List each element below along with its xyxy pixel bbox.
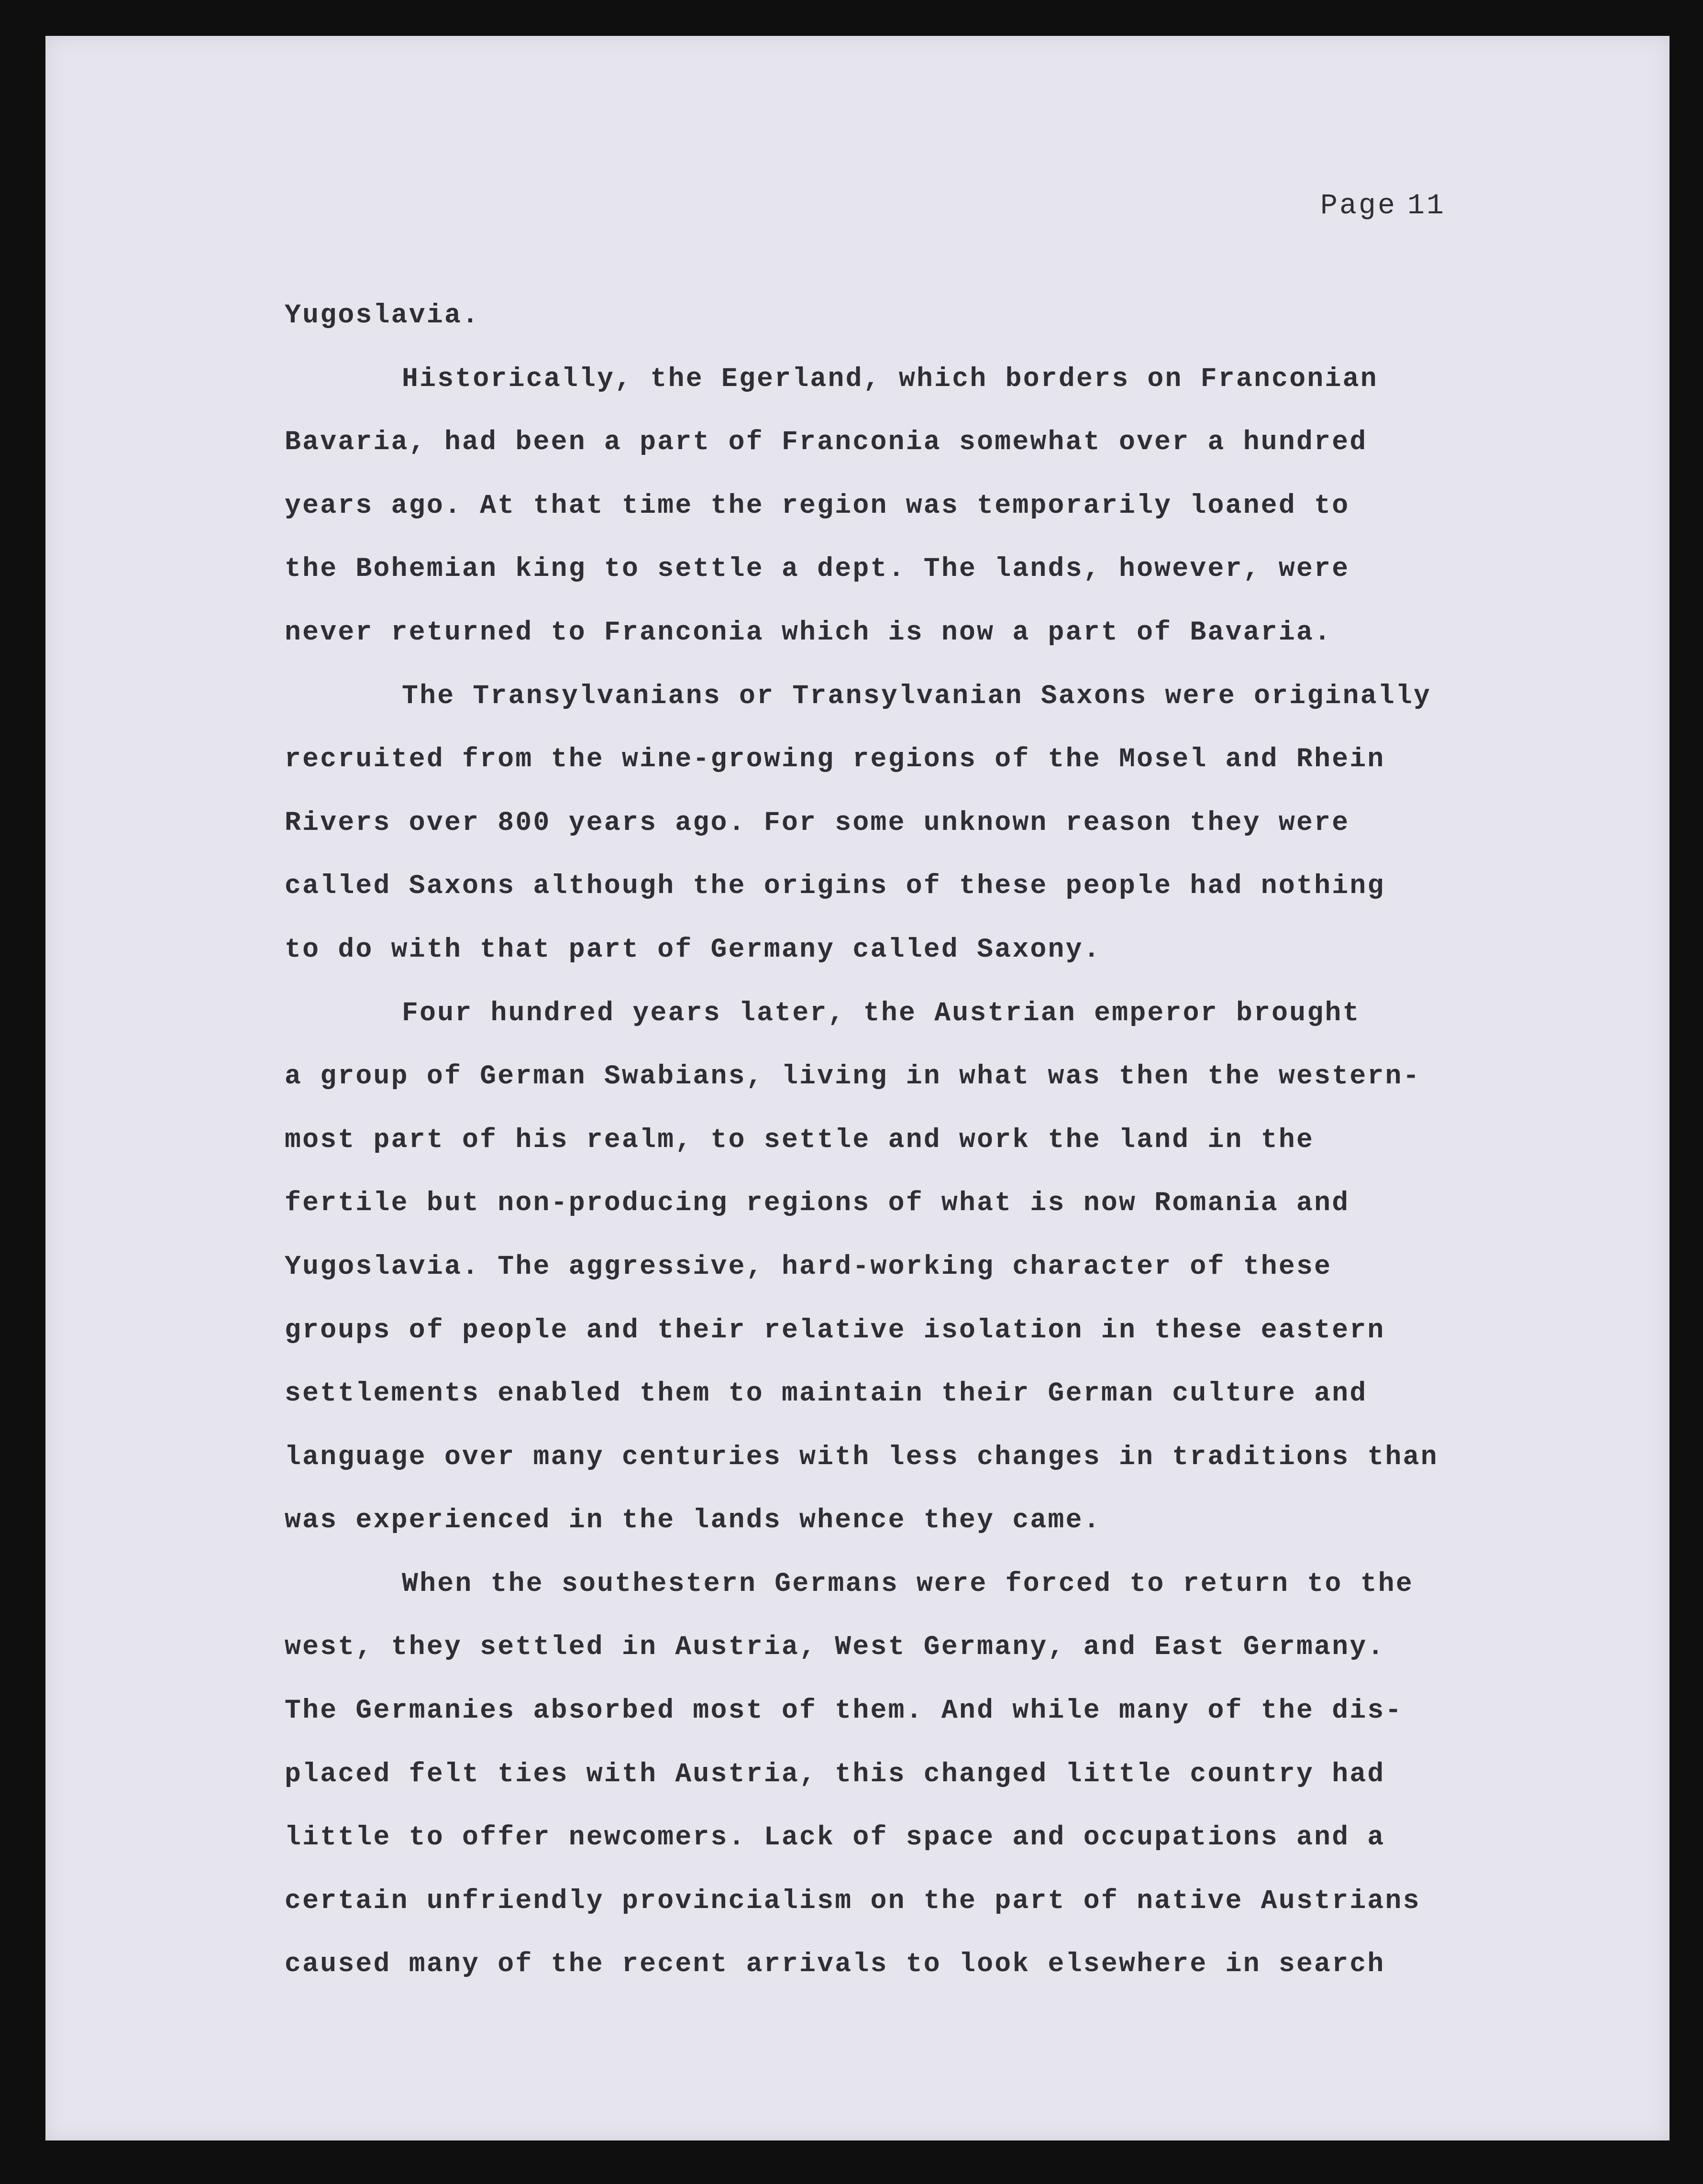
text-line: The Germanies absorbed most of them. And while many of the dis- [285,1695,1403,1726]
text-line: Rivers over 800 years ago. For some unknown reason they were [285,807,1350,838]
paragraph-start: Four hundred years later, the Austrian emperor brought [402,997,1360,1028]
text-line: recruited from the wine-growing regions of the Mosel and Rhein [285,744,1385,775]
text-line: groups of people and their relative isolation in these eastern [285,1314,1385,1346]
paragraph-start: Historically, the Egerland, which borders on Franconian [402,363,1378,394]
text-line: to do with that part of Germany called Saxony. [285,934,1101,965]
text-line: settlements enabled them to maintain their German culture and [285,1378,1368,1409]
text-line: a group of German Swabians, living in what was then the western- [285,1061,1421,1092]
text-line: the Bohemian king to settle a dept. The lands, however, were [285,553,1350,585]
text-line: language over many centuries with less changes in traditions than [285,1441,1438,1472]
page-number [1320,190,1446,222]
text-line: Yugoslavia. The aggressive, hard-working character of these [285,1251,1332,1282]
text-line: Bavaria, had been a part of Franconia somewhat over a hundred [285,427,1368,458]
paragraph-start: The Transylvanians or Transylvanian Saxons were originally [402,680,1432,711]
text-line: most part of his realm, to settle and work the land in the [285,1124,1315,1155]
paragraph-start: When the southestern Germans were forced to return to the [402,1568,1414,1599]
text-line: certain unfriendly provincialism on the part of native Austrians [285,1885,1421,1916]
page-label: Page [1320,190,1397,222]
body-text [285,284,1538,1996]
text-line: Yugoslavia. [285,300,480,331]
text-line: placed felt ties with Austria, this changed little country had [285,1758,1385,1789]
text-line: west, they settled in Austria, West Germany, and East Germany. [285,1632,1385,1663]
text-line: never returned to Franconia which is now a part of Bavaria. [285,617,1332,648]
text-line: caused many of the recent arrivals to look elsewhere in search [285,1949,1385,1980]
text-line: called Saxons although the origins of these people had nothing [285,871,1385,902]
text-line: little to offer newcomers. Lack of space and occupations and a [285,1822,1385,1853]
page-number-value: 11 [1407,190,1446,222]
text-line: years ago. At that time the region was temporarily loaned to [285,490,1350,521]
text-line: was experienced in the lands whence they came. [285,1505,1101,1536]
text-line: fertile but non-producing regions of what is now Romania and [285,1188,1350,1219]
